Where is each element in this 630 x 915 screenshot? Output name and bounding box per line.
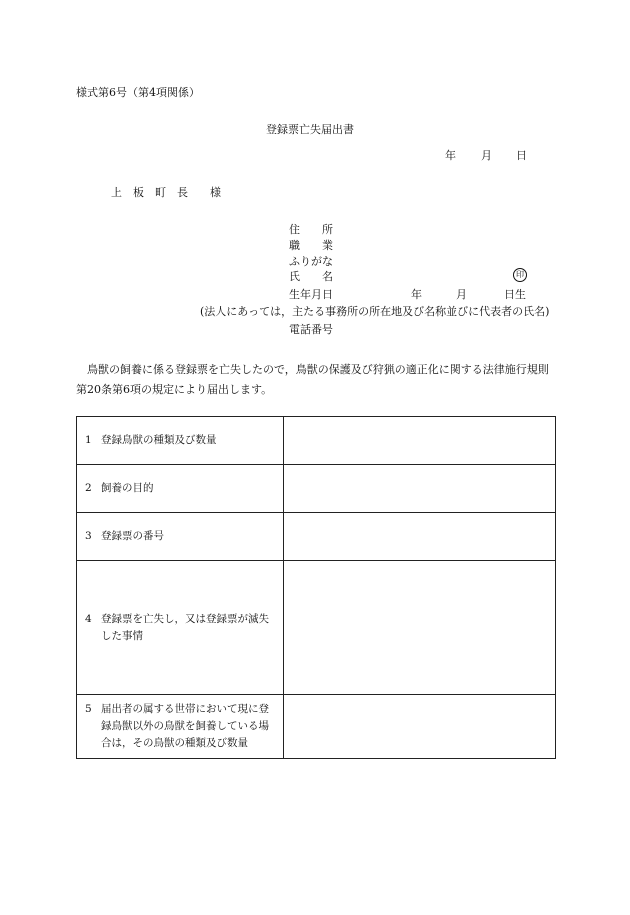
item-label: 登録票の番号 bbox=[101, 530, 164, 542]
table-row bbox=[77, 513, 556, 561]
row-label-cell bbox=[77, 417, 284, 465]
statement-paragraph: 鳥獣の飼養に係る登録票を亡失したので，鳥獣の保護及び狩猟の適正化に関する法律施行規則第20条第6項の規定により届出します。 bbox=[76, 363, 549, 396]
row-value-cell[interactable] bbox=[284, 417, 556, 465]
table-row bbox=[77, 561, 556, 695]
document-title: 登録票亡失届出書 bbox=[266, 123, 354, 136]
row-value-cell[interactable] bbox=[284, 561, 556, 695]
birth-day-label: 日生 bbox=[504, 288, 526, 301]
birth-month-label: 月 bbox=[456, 288, 467, 301]
form-number: 様式第6号（第4項関係） bbox=[76, 86, 200, 99]
seal-icon: 印 bbox=[513, 268, 527, 282]
item-number: 5 bbox=[85, 703, 92, 715]
table-row bbox=[77, 695, 556, 759]
item-label: 飼養の目的 bbox=[101, 482, 154, 494]
item-number: 4 bbox=[85, 612, 92, 625]
date-month-label: 月 bbox=[481, 149, 492, 162]
item-label: 届出者の属する世帯において現に登録鳥獣以外の鳥獣を飼養している場合は，その鳥獣の種類及び数量 bbox=[101, 703, 269, 749]
item-number: 3 bbox=[85, 530, 92, 542]
item-label: 登録鳥獣の種類及び数量 bbox=[101, 434, 217, 446]
row-label-cell bbox=[77, 513, 284, 561]
occupation-label: 職 業 bbox=[289, 239, 333, 252]
row-value-cell[interactable] bbox=[284, 465, 556, 513]
date-day-label: 日 bbox=[516, 149, 527, 162]
table-row bbox=[77, 465, 556, 513]
addressee: 上 板 町 長 様 bbox=[111, 186, 221, 199]
item-label: 登録票を亡失し，又は登録票が滅失した事情 bbox=[101, 612, 269, 642]
address-label: 住 所 bbox=[289, 223, 333, 236]
furigana-label: ふりがな bbox=[289, 255, 333, 268]
phone-label: 電話番号 bbox=[289, 323, 333, 336]
name-label: 氏 名 bbox=[289, 270, 333, 283]
date-year-label: 年 bbox=[445, 149, 456, 162]
details-table bbox=[76, 416, 556, 759]
table-row bbox=[77, 417, 556, 465]
row-value-cell[interactable] bbox=[284, 695, 556, 759]
row-label-cell bbox=[77, 465, 284, 513]
row-label-cell bbox=[77, 695, 284, 759]
row-value-cell[interactable] bbox=[284, 513, 556, 561]
birth-year-label: 年 bbox=[411, 288, 422, 301]
item-number: 2 bbox=[85, 482, 92, 494]
birth-date-label: 生年月日 bbox=[289, 288, 333, 301]
item-number: 1 bbox=[85, 434, 92, 446]
corporate-note: (法人にあっては，主たる事務所の所在地及び名称並びに代表者の氏名) bbox=[200, 305, 550, 318]
row-label-cell bbox=[77, 561, 284, 695]
